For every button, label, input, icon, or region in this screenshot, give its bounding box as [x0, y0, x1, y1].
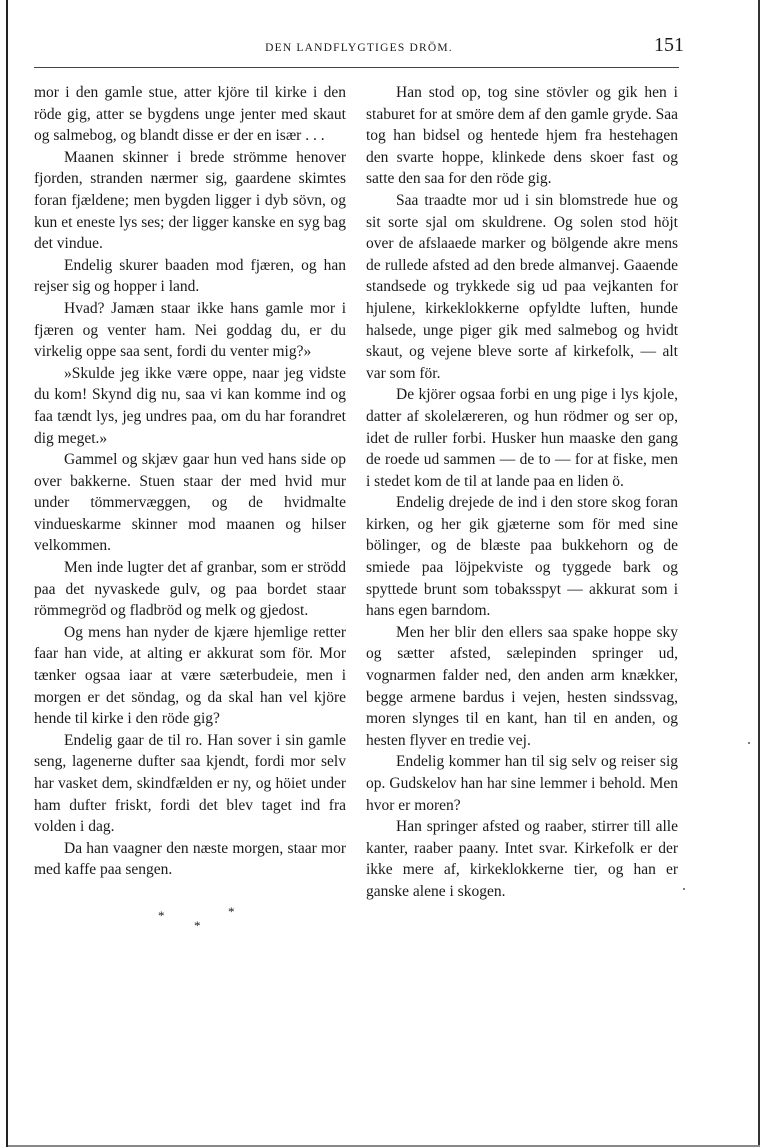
asterisk: *	[158, 907, 165, 923]
paragraph: Endelig drejede de ind i den store skog foran kirken, og her gik gjæterne som för med sine bölinger, og de blæste paa bukkehorn og de smiede paa löjpekviste og tyggede bark og spyttede brunt som tobaksspyt — akkurat som i hans egen barndom.	[366, 494, 678, 620]
paragraph: Da han vaagner den næste morgen, staar mor med kaffe paa sengen.	[34, 839, 346, 879]
paragraph: Han springer afsted og raaber, stirrer till alle kanter, raaber paany. Intet svar. Kirkefolk er der ikke mere af, kirkeklokkerne tier, og han er ganske alene i skogen.	[366, 818, 678, 900]
asterisk: *	[228, 903, 235, 919]
asterisk: *	[194, 917, 201, 933]
paragraph: Saa traadte mor ud i sin blomstrede hue og sit sorte sjal om skuldrene. Og solen stod höjt over de afslaaede marker og bölgende akre mens de rullede afsted ad den brede almanvej. Gaaende standsede og trykkede sig ud paa vejkanten for hjulene, kirkeklokkerne opfyldte luften, hunde halsede, unge piger gik med salmebog og hvidt skaut, og vejene bleve sorte af kirkefolk, — alt var som för.	[366, 191, 678, 382]
paragraph: Men inde lugter det af granbar, som er strödd paa det nyvaskede gulv, og paa bordet staar römmegröd og fladbröd og melk og gjedost.	[34, 559, 346, 620]
paragraph: Endelig kommer han til sig selv og reiser sig op. Gudskelov han har sine lemmer i behold. Men hvor er moren?	[366, 753, 678, 814]
paragraph: Endelig skurer baaden mod fjæren, og han rejser sig og hopper i land.	[34, 256, 346, 296]
paragraph: De kjörer ogsaa forbi en ung pige i lys kjole, datter af skolelæreren, og hun rödmer og ser op, idet de ruller forbi. Husker hun maaske den gang de roede ud sammen — de to — for at fiske, men i stedet kom de til at lande paa en liden ö.	[366, 386, 678, 490]
page-number: 151	[654, 34, 684, 56]
paragraph: Men her blir den ellers saa spake hoppe sky og sætter afsted, sælepinden springer ud, vognarmen falder ned, den anden arm knækker, begge armene bardus i vejen, hesten sindssvag, moren slynges til en kant, han til en anden, og hesten flyver en tredie vej.	[366, 623, 678, 749]
paragraph: »Skulde jeg ikke være oppe, naar jeg vidste du kom! Skynd dig nu, saa vi kan komme ind og faa tændt lys, jeg undres paa, om du har forandret dig meget.»	[34, 364, 346, 447]
paragraph: Gammel og skjæv gaar hun ved hans side op over bakkerne. Stuen staar der med hvid mur under tömmervæggen, og de hvidmalte vindueskarme skinner mod maanen og hilser velkommen.	[34, 451, 346, 555]
section-break-asterisks	[34, 901, 346, 941]
scan-edge-left	[6, 0, 8, 1147]
running-head	[34, 34, 684, 64]
paragraph: Maanen skinner i brede strömme henover fjorden, stranden nærmer sig, gaardene skimtes foran fjældene; men bygden ligger i dyb sövn, og kun et eneste lys ses; der ligger kanske en syg bag det vindue.	[34, 148, 346, 253]
right-column	[366, 82, 678, 903]
left-column	[34, 82, 346, 941]
paragraph: Han stod op, tog sine stövler og gik hen i staburet for at smöre dem af den gamle gryde. Saa tog han bidsel og hentede hjem fra hestehagen den svarte hoppe, klinkede dens skoer fast og satte den saa for den röde gig.	[366, 84, 678, 188]
paragraph: Endelig gaar de til ro. Han sover i sin gamle seng, lagenerne dufter saa kjendt, fordi mor selv har vasket dem, skindfælden er ny, og höiet under ham dufter friskt, fordi det blev taget ind fra volden i dag.	[34, 731, 346, 836]
paragraph: Hvad? Jamæn staar ikke hans gamle mor i fjæren og venter ham. Nei goddag du, er du virkelig oppe saa sent, fordi du venter mig?»	[34, 299, 346, 361]
running-title: DEN LANDFLYGTIGES DRÖM.	[265, 42, 453, 54]
paragraph: mor i den gamle stue, atter kjöre til kirke i den röde gig, atter se bygdens unge jenter med skaut og salmebog, og blandt disse er der en især . . .	[34, 84, 346, 145]
header-rule	[34, 67, 679, 68]
scan-speck	[748, 742, 750, 744]
paragraph: Og mens han nyder de kjære hjemlige retter faar han vide, at alting er akkurat som för. Mor tænker ogsaa iaar at være sæterbudeie, men i morgen er det söndag, og da skal han vel kjöre hende til kirke i den röde gig?	[34, 623, 346, 728]
scan-speck	[683, 888, 685, 890]
